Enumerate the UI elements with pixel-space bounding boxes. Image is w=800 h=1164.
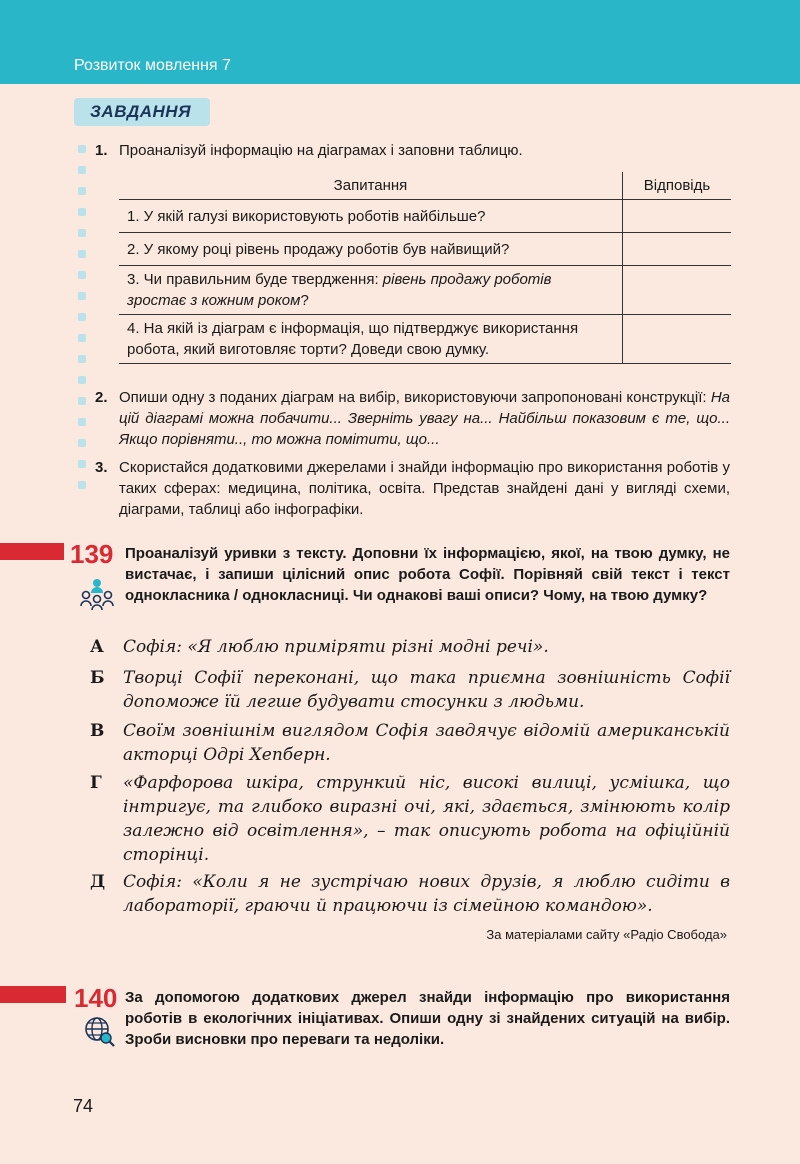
fragment-letter: Г (90, 773, 102, 793)
table-row (119, 266, 731, 315)
web-search-icon (84, 1016, 116, 1048)
question-cell: 2. У якому році рівень продажу роботів був найвищий? (119, 233, 623, 266)
task-text: Скористайся додатковими джерелами і знайди інформацію про використання роботів у таких сферах: медицина, політика, освіта. Представ знайдені дані у вигляді схеми, діаграми, таблиці або інфографіки. (119, 459, 730, 518)
task-text: Опиши одну з поданих діаграм на вибір, використовуючи запропоновані конструкції: На цій діаграмі можна побачити... Зверніть увагу на... Найбільш показовим є те, що... Якщо порівняти.., то можна помітити, що... (119, 389, 730, 448)
fragment-letter: Д (90, 872, 106, 892)
fragment-a (90, 635, 730, 659)
fragment-v (90, 719, 730, 767)
group-work-icon (80, 576, 114, 610)
table-row (119, 233, 731, 266)
answer-cell[interactable] (623, 233, 732, 266)
header-title: Розвиток мовлення 7 (74, 57, 231, 74)
table-row (119, 200, 731, 233)
fragment-text: Софія: «Коли я не зустрічаю нових друзів, я люблю сидіти в лабораторії, граючи й працюючи із сімейною командою». (123, 872, 730, 916)
fragment-letter: В (90, 721, 105, 741)
exercise-marker-bar (0, 986, 66, 1003)
fragment-d (90, 870, 730, 918)
fragment-text: Софія: «Я люблю приміряти різні модні речі». (123, 637, 549, 657)
fragment-letter: А (90, 637, 104, 657)
fragment-b (90, 666, 730, 714)
column-header-answer: Відповідь (623, 172, 732, 200)
answer-cell[interactable] (623, 315, 732, 364)
question-cell: 3. Чи правильним буде твердження: рівень продажу роботів зростає з кожним роком? (119, 266, 623, 315)
tasks-label: ЗАВДАННЯ (90, 102, 191, 121)
fragment-h (90, 771, 730, 867)
table-header-row (119, 172, 731, 200)
task-1 (95, 140, 730, 161)
fragment-letter: Б (90, 668, 105, 688)
page-header (0, 0, 800, 84)
questions-table (119, 172, 731, 364)
task-text: Проаналізуй інформацію на діаграмах і заповни таблицю. (119, 142, 523, 159)
question-cell: 1. У якій галузі використовують роботів найбільше? (119, 200, 623, 233)
answer-cell[interactable] (623, 200, 732, 233)
exercise-number: 140 (74, 983, 118, 1013)
page-number: 74 (73, 1096, 94, 1116)
exercise-text: За допомогою додаткових джерел знайди інформацію про використання роботів в екологічних ініціативах. Опиши одну зі знайдених ситуацій на вибір. Зроби висновки про переваги та недоліки. (125, 989, 730, 1048)
exercise-text: Проаналізуй уривки з тексту. Доповни їх інформацією, якої, на твою думку, не вистачає, і запиши цілісний опис робота Софії. Порівняй свій текст і текст однокласника / однокласниці. Чи однакові ваші описи? Чому, на твою думку? (125, 545, 730, 604)
decorative-dots (78, 145, 88, 502)
question-cell: 4. На якій із діаграм є інформація, що підтверджує використання робота, який виготовляє торти? Доведи свою думку. (119, 315, 623, 364)
column-header-question: Запитання (119, 172, 623, 200)
task-number: 2. (95, 389, 108, 406)
answer-cell[interactable] (623, 266, 732, 315)
task-2 (95, 387, 730, 450)
table-row (119, 315, 731, 364)
task-number: 1. (95, 142, 108, 159)
fragment-text: Творці Софії переконані, що така приємна зовнішність Софії допоможе їй легше будувати стосунки з людьми. (123, 668, 730, 712)
exercise-marker-bar (0, 543, 64, 560)
task-number: 3. (95, 459, 108, 476)
tasks-badge (74, 98, 210, 126)
source-citation: За матеріалами сайту «Радіо Свобода» (486, 927, 727, 942)
exercise-number: 139 (70, 539, 114, 569)
fragment-text: «Фарфорова шкіра, стрункий ніс, високі вилиці, усмішка, що інтригує, та глибоко виразні очі, які, здається, змінюють колір залежно від освітлення», – так описують робота на офіційній сторінці. (123, 773, 730, 865)
fragment-text: Своїм зовнішнім виглядом Софія завдячує відомій американській акторці Одрі Хепберн. (123, 721, 730, 765)
task-3 (95, 457, 730, 520)
